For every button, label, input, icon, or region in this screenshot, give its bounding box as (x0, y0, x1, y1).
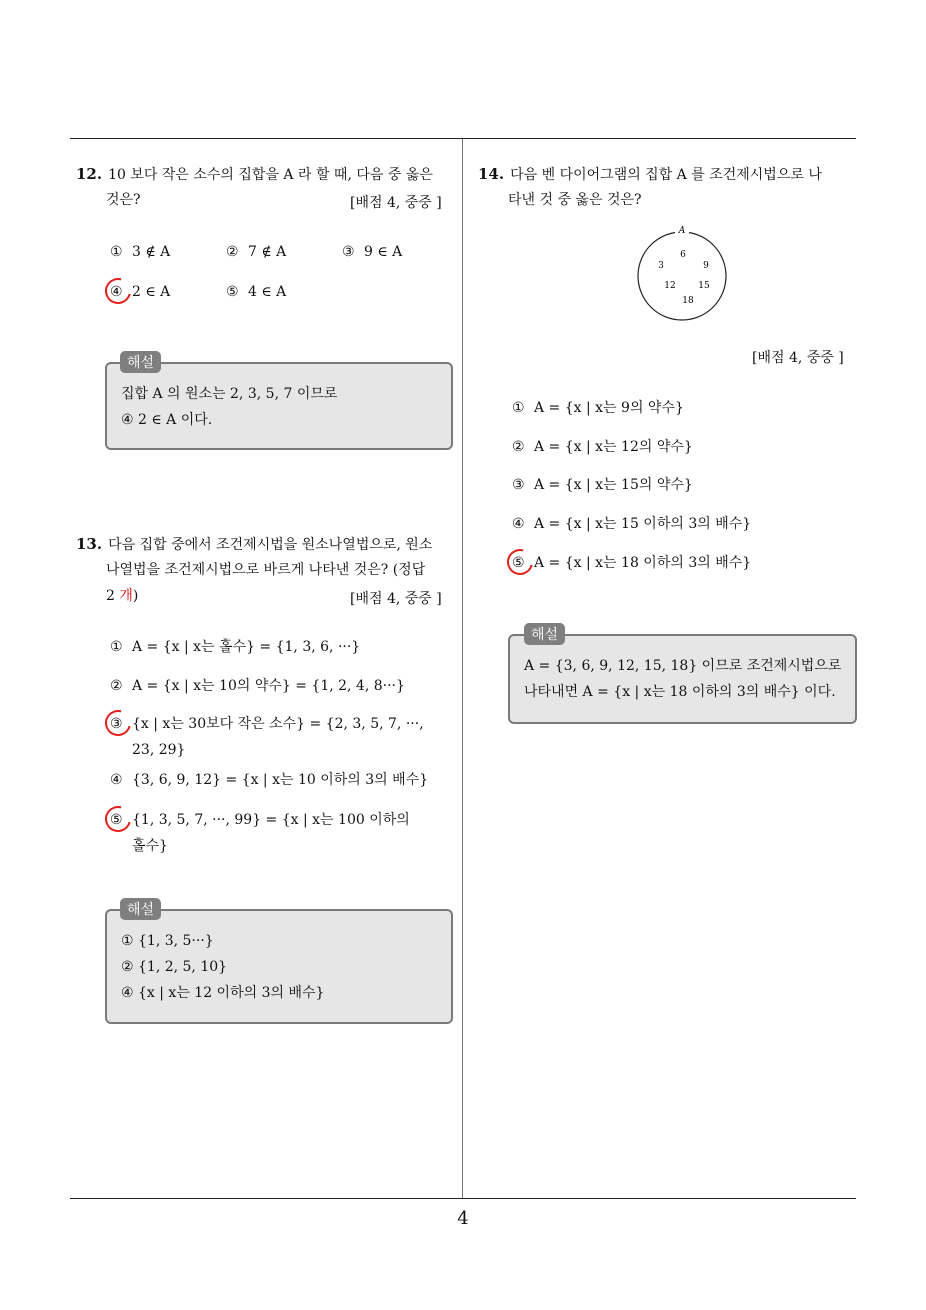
q14-solution-box (508, 634, 857, 724)
q12-line1 (76, 164, 433, 185)
column-divider (462, 139, 463, 1198)
venn-diagram (630, 222, 734, 326)
choice-number: ③ (342, 244, 355, 260)
q14-choice-3[interactable] (512, 475, 693, 495)
choice-text: {3, 6, 9, 12} = {x | x는 10 이하의 3의 배수} (132, 772, 429, 788)
choice-number: ② (110, 678, 123, 694)
q13-number: 13. (76, 535, 103, 553)
q14-choice-2[interactable] (512, 437, 693, 457)
q13-choice-3-cont: 23, 29} (132, 742, 186, 758)
q14-line2: 타낸 것 중 옳은 것은? (508, 192, 642, 208)
q13-solution-line2: ② {1, 2, 5, 10} (121, 959, 228, 975)
q13-line3 (106, 586, 138, 606)
q14-text1: 다음 벤 다이어그램의 집합 A 를 조건제시법으로 나 (510, 167, 822, 183)
q13-line3-suffix: ) (132, 588, 139, 604)
q14-solution-line2: 나타내면 A = {x | x는 18 이하의 3의 배수} 이다. (524, 684, 836, 700)
q12-solution-line1: 집합 A 의 원소는 2, 3, 5, 7 이므로 (121, 386, 338, 402)
q12-choice-3[interactable] (342, 242, 402, 262)
choice-text: A = {x | x는 홀수} = {1, 3, 6, ···} (132, 639, 361, 655)
choice-text: 4 ∈ A (248, 284, 287, 300)
choice-text: A = {x | x는 15 이하의 3의 배수} (534, 516, 752, 532)
answer-circle-mark (100, 801, 136, 837)
q13-line3-prefix: 2 (106, 588, 120, 604)
choice-number: ② (512, 439, 525, 455)
q13-line3-red: 개 (119, 588, 133, 604)
answer-circle-mark (100, 273, 136, 309)
q14-solution-line1: A = {3, 6, 9, 12, 15, 18} 이므로 조건제시법으로 (524, 658, 842, 674)
q12-solution-box (105, 362, 453, 450)
q14-solution-tag: 해설 (524, 623, 565, 645)
choice-text: A = {x | x는 18 이하의 3의 배수} (534, 555, 752, 571)
q14-number: 14. (478, 165, 505, 183)
venn-element-3: 3 (658, 261, 664, 271)
q13-line1 (76, 534, 432, 555)
choice-text: A = {x | x는 9의 약수} (534, 400, 684, 416)
choice-number: ④ (110, 772, 123, 788)
q12-number: 12. (76, 165, 103, 183)
q14-choice-1[interactable] (512, 398, 684, 418)
venn-element-9: 9 (703, 261, 709, 271)
q13-solution-box (105, 909, 453, 1024)
choice-text: A = {x | x는 12의 약수} (534, 439, 693, 455)
q13-choice-5[interactable] (110, 810, 410, 830)
venn-label: A (678, 226, 686, 236)
q13-solution-line1: ① {1, 3, 5···} (121, 933, 214, 949)
q12-choice-1[interactable] (110, 242, 170, 262)
q13-choice-2[interactable] (110, 676, 405, 696)
q13-choice-1[interactable] (110, 637, 360, 657)
choice-text: A = {x | x는 15의 약수} (534, 477, 693, 493)
choice-text: 2 ∈ A (132, 284, 171, 300)
q12-choice-2[interactable] (226, 242, 286, 262)
choice-number: ② (226, 244, 239, 260)
q12-score: [배점 4, 중중 ] (350, 195, 442, 211)
q13-choice-5-cont: 홀수} (132, 838, 168, 854)
venn-circle (638, 232, 726, 320)
choice-text: {x | x는 30보다 작은 소수} = {2, 3, 5, 7, ···, (132, 716, 424, 732)
choice-number: ① (512, 400, 525, 416)
choice-text: {1, 3, 5, 7, ···, 99} = {x | x는 100 이하의 (132, 812, 410, 828)
q14-line1 (478, 164, 822, 185)
choice-number: ⑤ (110, 812, 123, 828)
choice-number: ④ (110, 284, 123, 300)
q13-score: [배점 4, 중중 ] (350, 591, 442, 607)
choice-text: 7 ∉ A (248, 244, 287, 260)
top-rule (70, 138, 856, 139)
choice-number: ① (110, 639, 123, 655)
choice-number: ⑤ (226, 284, 239, 300)
q13-solution-tag: 해설 (120, 898, 161, 920)
choice-number: ④ (512, 516, 525, 532)
q12-line2: 것은? (106, 192, 141, 208)
q13-line2: 나열법을 조건제시법으로 바르게 나타낸 것은? (정답 (106, 562, 426, 578)
choice-number: ③ (110, 716, 123, 732)
q12-choice-5[interactable] (226, 282, 286, 302)
q14-choice-4[interactable] (512, 514, 751, 534)
answer-circle-mark (502, 544, 538, 580)
venn-element-18: 18 (682, 296, 694, 306)
venn-element-15: 15 (698, 281, 710, 291)
q13-text1: 다음 집합 중에서 조건제시법을 원소나열법으로, 원소 (108, 537, 433, 553)
q14-choice-5[interactable] (512, 553, 751, 573)
choice-number: ⑤ (512, 555, 525, 571)
choice-number: ① (110, 244, 123, 260)
q12-solution-tag: 해설 (120, 351, 161, 373)
q12-text1: 10 보다 작은 소수의 집합을 A 라 할 때, 다음 중 옳은 (108, 167, 433, 183)
venn-element-12: 12 (664, 281, 676, 291)
choice-text: 9 ∈ A (364, 244, 403, 260)
venn-element-6: 6 (680, 250, 686, 260)
bottom-rule (70, 1198, 856, 1199)
q12-solution-line2: ④ 2 ∈ A 이다. (121, 412, 213, 428)
q14-score: [배점 4, 중중 ] (752, 350, 844, 366)
q13-solution-line3: ④ {x | x는 12 이하의 3의 배수} (121, 985, 325, 1001)
answer-circle-mark (100, 705, 136, 741)
q13-choice-3[interactable] (110, 714, 424, 734)
choice-text: 3 ∉ A (132, 244, 171, 260)
q13-choice-4[interactable] (110, 770, 428, 790)
page-number: 4 (457, 1208, 469, 1229)
choice-number: ③ (512, 477, 525, 493)
choice-text: A = {x | x는 10의 약수} = {1, 2, 4, 8···} (132, 678, 405, 694)
